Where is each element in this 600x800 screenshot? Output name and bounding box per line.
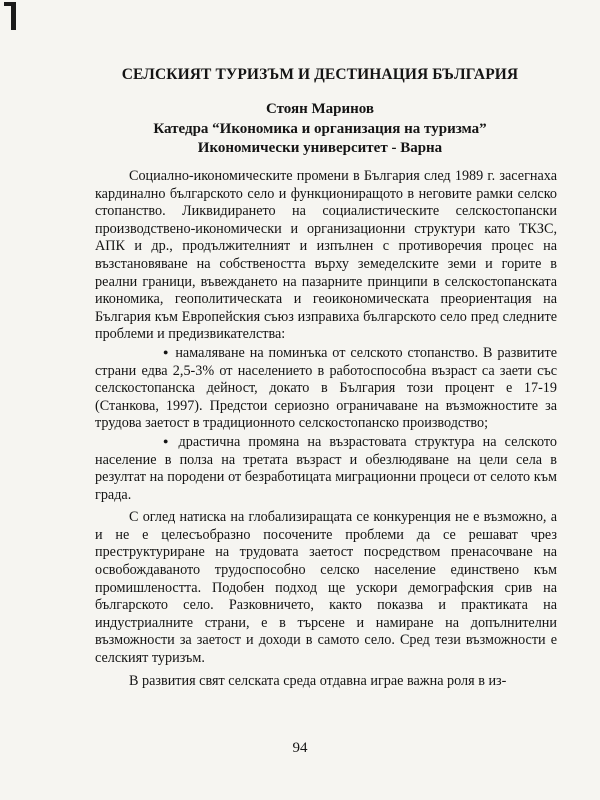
author-block	[60, 100, 580, 159]
binding-mark-icon	[4, 2, 16, 30]
bullet-item	[95, 344, 557, 433]
author-university: Икономически университет - Варна	[197, 140, 443, 156]
bullet-text: намаляване на поминъка от селското стопанство. В развитите страни едва 2,5-3% от населението в работоспособна възраст са заети със селскостопанска дейност, докато в България този процент е 17-19 (Станкова, 1997). Предстои сериозно ограничаване на възможностите за трудова заетост в традиционното селскостопанско производство;	[95, 344, 557, 432]
author-department: Катедра “Икономика и организация на туризма”	[153, 120, 487, 137]
paper-title: СЕЛСКИЯТ ТУРИЗЪМ И ДЕСТИНАЦИЯ БЪЛГАРИЯ	[121, 66, 519, 83]
paragraph: Социално-икономическите промени в България след 1989 г. засегнаха кардинално българското село и функциониращото в неговите рамки селско стопанство. Ликвидирането на социалистическите селскостопански производствено-икономически и организационни структури като ТКЗС, АПК и др., продължителният и изпълнен с противоречия процес на възстановяване на собствеността върху земеделските земи и горите в реални граници, въвеждането на пазарните принципи в селскостопанската икономика, геополитическата и геоикономическата преориентация на България към Европейския съюз изправиха българското село пред следните проблеми и предизвикателства:	[95, 168, 557, 343]
bullet-item	[95, 433, 557, 504]
page-number: 94	[292, 740, 308, 756]
bullet-icon: ●	[163, 435, 169, 446]
author-name: Стоян Маринов	[265, 101, 375, 117]
paragraph: В развития свят селската среда отдавна играе важна роля в из-	[129, 672, 507, 689]
bullet-icon: ●	[163, 346, 169, 357]
body-text	[95, 168, 557, 690]
bullet-text: драстична промяна на възрастовата структура на селското население в полза на третата възраст и обезлюдяване на цели села в резултат на породени от безработицата миграционни процеси от селото към града.	[95, 433, 557, 503]
paragraph: С оглед натиска на глобализиращата се конкуренция не е възможно, а и не е целесъобразно посочените проблеми да се решават чрез преструктуриране на трудовата заетост посредством пренасочване на освобождаваното трудоспособно селско население единствено към промишлеността. Подобен подход ще ускори демографския срив на българското село. Разковничето, както показва и практиката на индустриалните страни, е в търсене и намиране на допълнителни възможности за заетост и доходи в самото село. Сред тези възможности е селският туризъм.	[95, 509, 557, 667]
